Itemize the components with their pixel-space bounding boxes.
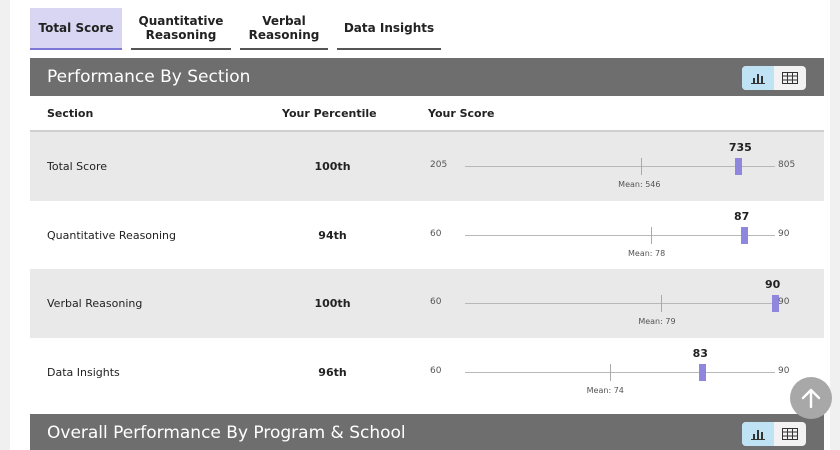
scale-min: 60 bbox=[430, 366, 442, 376]
percentile-value: 100th bbox=[314, 297, 351, 310]
column-header-percentile: Your Percentile bbox=[282, 107, 377, 120]
tab-total-score[interactable] bbox=[30, 8, 122, 50]
scale-min: 60 bbox=[430, 297, 442, 307]
mean-label: Mean: 546 bbox=[618, 180, 661, 189]
column-header-score: Your Score bbox=[428, 107, 495, 120]
scale-max: 90 bbox=[778, 297, 790, 307]
tab-verbal-reasoning[interactable] bbox=[240, 8, 328, 50]
view-toggle bbox=[742, 422, 806, 446]
mean-label: Mean: 78 bbox=[628, 249, 666, 258]
table-icon[interactable] bbox=[774, 422, 806, 446]
tab-label: Total Score bbox=[38, 21, 114, 35]
table-row bbox=[30, 132, 824, 201]
section-name: Quantitative Reasoning bbox=[47, 229, 177, 242]
tab-label: Quantitative Reasoning bbox=[138, 14, 224, 42]
score-label: 90 bbox=[765, 278, 781, 291]
scale-max: 90 bbox=[778, 229, 790, 239]
overall-performance-header bbox=[30, 414, 824, 450]
table-row bbox=[30, 338, 824, 407]
mean-marker bbox=[651, 227, 652, 244]
percentile-value: 94th bbox=[318, 229, 347, 242]
table-row bbox=[30, 201, 824, 270]
score-track bbox=[465, 235, 775, 236]
section-title: Performance By Section bbox=[47, 67, 251, 87]
score-track bbox=[465, 303, 775, 304]
scale-min: 60 bbox=[430, 229, 442, 239]
bar-chart-icon[interactable] bbox=[742, 66, 774, 90]
performance-by-section-header bbox=[30, 58, 824, 96]
mean-label: Mean: 79 bbox=[638, 317, 676, 326]
bar-chart-icon[interactable] bbox=[742, 422, 774, 446]
section-name: Total Score bbox=[47, 160, 107, 173]
view-toggle bbox=[742, 66, 806, 90]
table-row bbox=[30, 269, 824, 338]
report-card bbox=[10, 0, 830, 450]
tab-label: Verbal Reasoning bbox=[248, 14, 320, 42]
mean-label: Mean: 74 bbox=[586, 386, 624, 395]
score-track bbox=[465, 372, 775, 373]
table-header bbox=[30, 96, 824, 132]
percentile-value: 100th bbox=[314, 160, 351, 173]
scale-max: 805 bbox=[778, 160, 796, 170]
table-icon[interactable] bbox=[774, 66, 806, 90]
section-name: Verbal Reasoning bbox=[47, 297, 143, 310]
score-marker bbox=[741, 227, 748, 244]
tab-data-insights[interactable] bbox=[337, 8, 441, 50]
section-title: Overall Performance By Program & School bbox=[47, 423, 406, 443]
score-label: 83 bbox=[692, 347, 708, 360]
score-label: 735 bbox=[728, 141, 752, 154]
tab-label: Data Insights bbox=[343, 21, 435, 35]
section-name: Data Insights bbox=[47, 366, 120, 379]
tab-quantitative-reasoning[interactable] bbox=[131, 8, 231, 50]
mean-marker bbox=[661, 295, 662, 312]
score-marker bbox=[699, 364, 706, 381]
mean-marker bbox=[610, 364, 611, 381]
score-label: 87 bbox=[734, 210, 750, 223]
score-marker bbox=[735, 158, 742, 175]
percentile-value: 96th bbox=[318, 366, 347, 379]
scale-max: 90 bbox=[778, 366, 790, 376]
arrow-up-icon bbox=[800, 387, 822, 409]
scale-min: 205 bbox=[430, 160, 448, 170]
score-track bbox=[465, 166, 775, 167]
scroll-to-top-button[interactable] bbox=[790, 377, 832, 419]
mean-marker bbox=[641, 158, 642, 175]
column-header-section: Section bbox=[47, 107, 94, 120]
